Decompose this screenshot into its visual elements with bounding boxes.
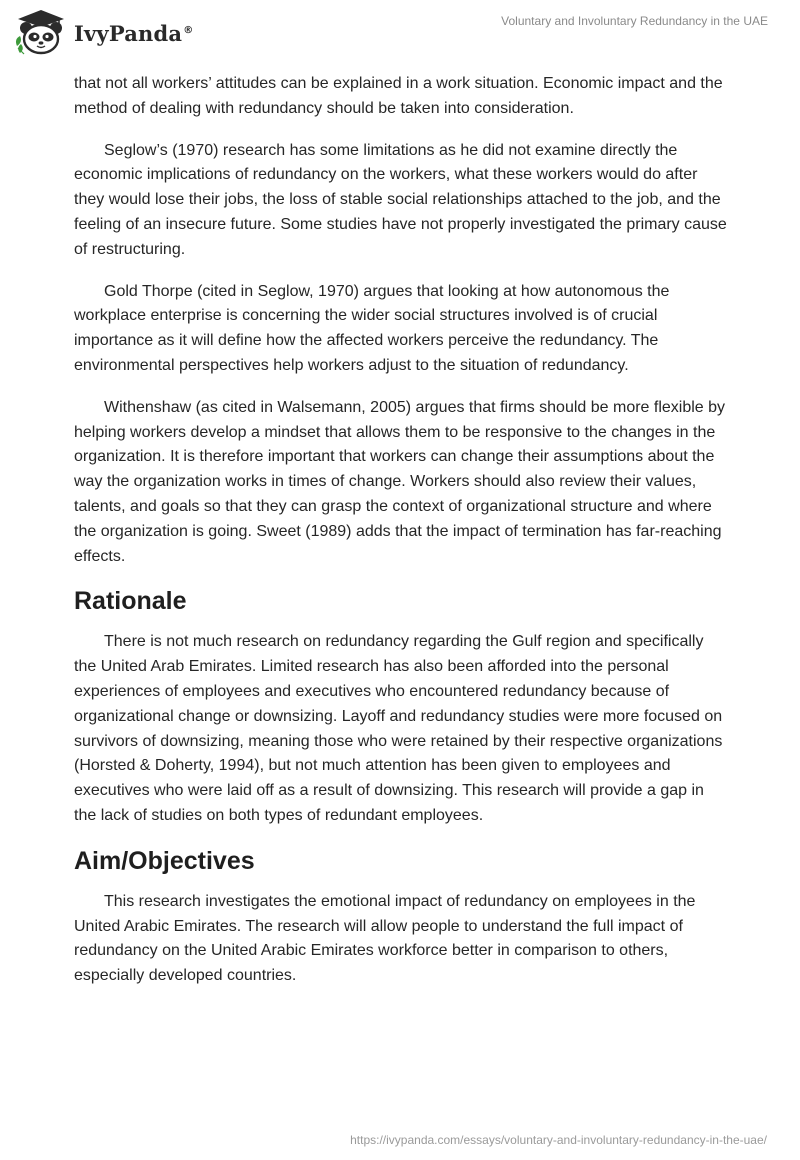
paragraph-continued: that not all workers’ attitudes can be explained in a work situation. Economic impact and the method of dealing with redundancy should be taken into consideration. (74, 75, 723, 117)
paragraph-aims: This research investigates the emotional impact of redundancy on employees in the United Arabic Emirates. The research will allow people to understand the full impact of redundancy on the United Arabic Emirates workforce better in comparison to others, especially developed countries. (74, 892, 696, 985)
source-url[interactable]: https://ivypanda.com/essays/voluntary-and-involuntary-redundancy-in-the-uae/ (350, 1133, 767, 1147)
paragraph-gold-thorpe: Gold Thorpe (cited in Seglow, 1970) argues that looking at how autonomous the workplace enterprise is concerning the wider social structures involved is of crucial importance as it will define how the affected workers perceive the redundancy. The environmental perspectives help workers adjust to the situation of redundancy. (74, 282, 670, 374)
paragraph-rationale: There is not much research on redundancy regarding the Gulf region and specifically the United Arab Emirates. Limited research has also been afforded into the personal experiences of employees and executives who encountered redundancy because of organizational change or downsizing. Layoff and redundancy studies were more focused on survivors of downsizing, meaning those who were retained by their respective organizations (Horsted & Doherty, 1994), but not much attention has been given to employees and executives who were laid off as a result of downsizing. This research will provide a gap in the lack of studies on both types of redundant employees. (74, 633, 723, 824)
registered-mark: ® (183, 24, 194, 36)
paragraph-withenshaw: Withenshaw (as cited in Walsemann, 2005) argues that firms should be more flexible by helping workers develop a mindset that allows them to be responsive to the changes in the organization. It is therefore important that workers can change their assumptions about the way the organization works in times of change. Workers should also review their values, talents, and goals so that they can grasp the context of organizational structure and where the organization is going. Sweet (1989) adds that the impact of termination has far-reaching effects. (74, 398, 726, 565)
paragraph-seglow: Seglow’s (1970) research has some limitations as he did not examine directly the economic implications of redundancy on the workers, what these workers would do after they would lose their jobs, the loss of stable social relationships attached to the job, and the feeling of an insecure future. Some studies have not properly investigated the primary cause of restructuring. (74, 141, 727, 258)
ivypanda-logo[interactable] (14, 8, 193, 56)
brand-name (74, 21, 193, 46)
document-title: Voluntary and Involuntary Redundancy in the UAE (501, 14, 768, 28)
brand-name-text: IvyPanda (74, 20, 183, 46)
page-header (0, 0, 800, 64)
panda-graduation-cap-icon (14, 8, 68, 56)
heading-aim-objectives: Aim/Objectives (74, 846, 255, 875)
heading-rationale: Rationale (74, 587, 187, 616)
essay-content (74, 72, 730, 1006)
